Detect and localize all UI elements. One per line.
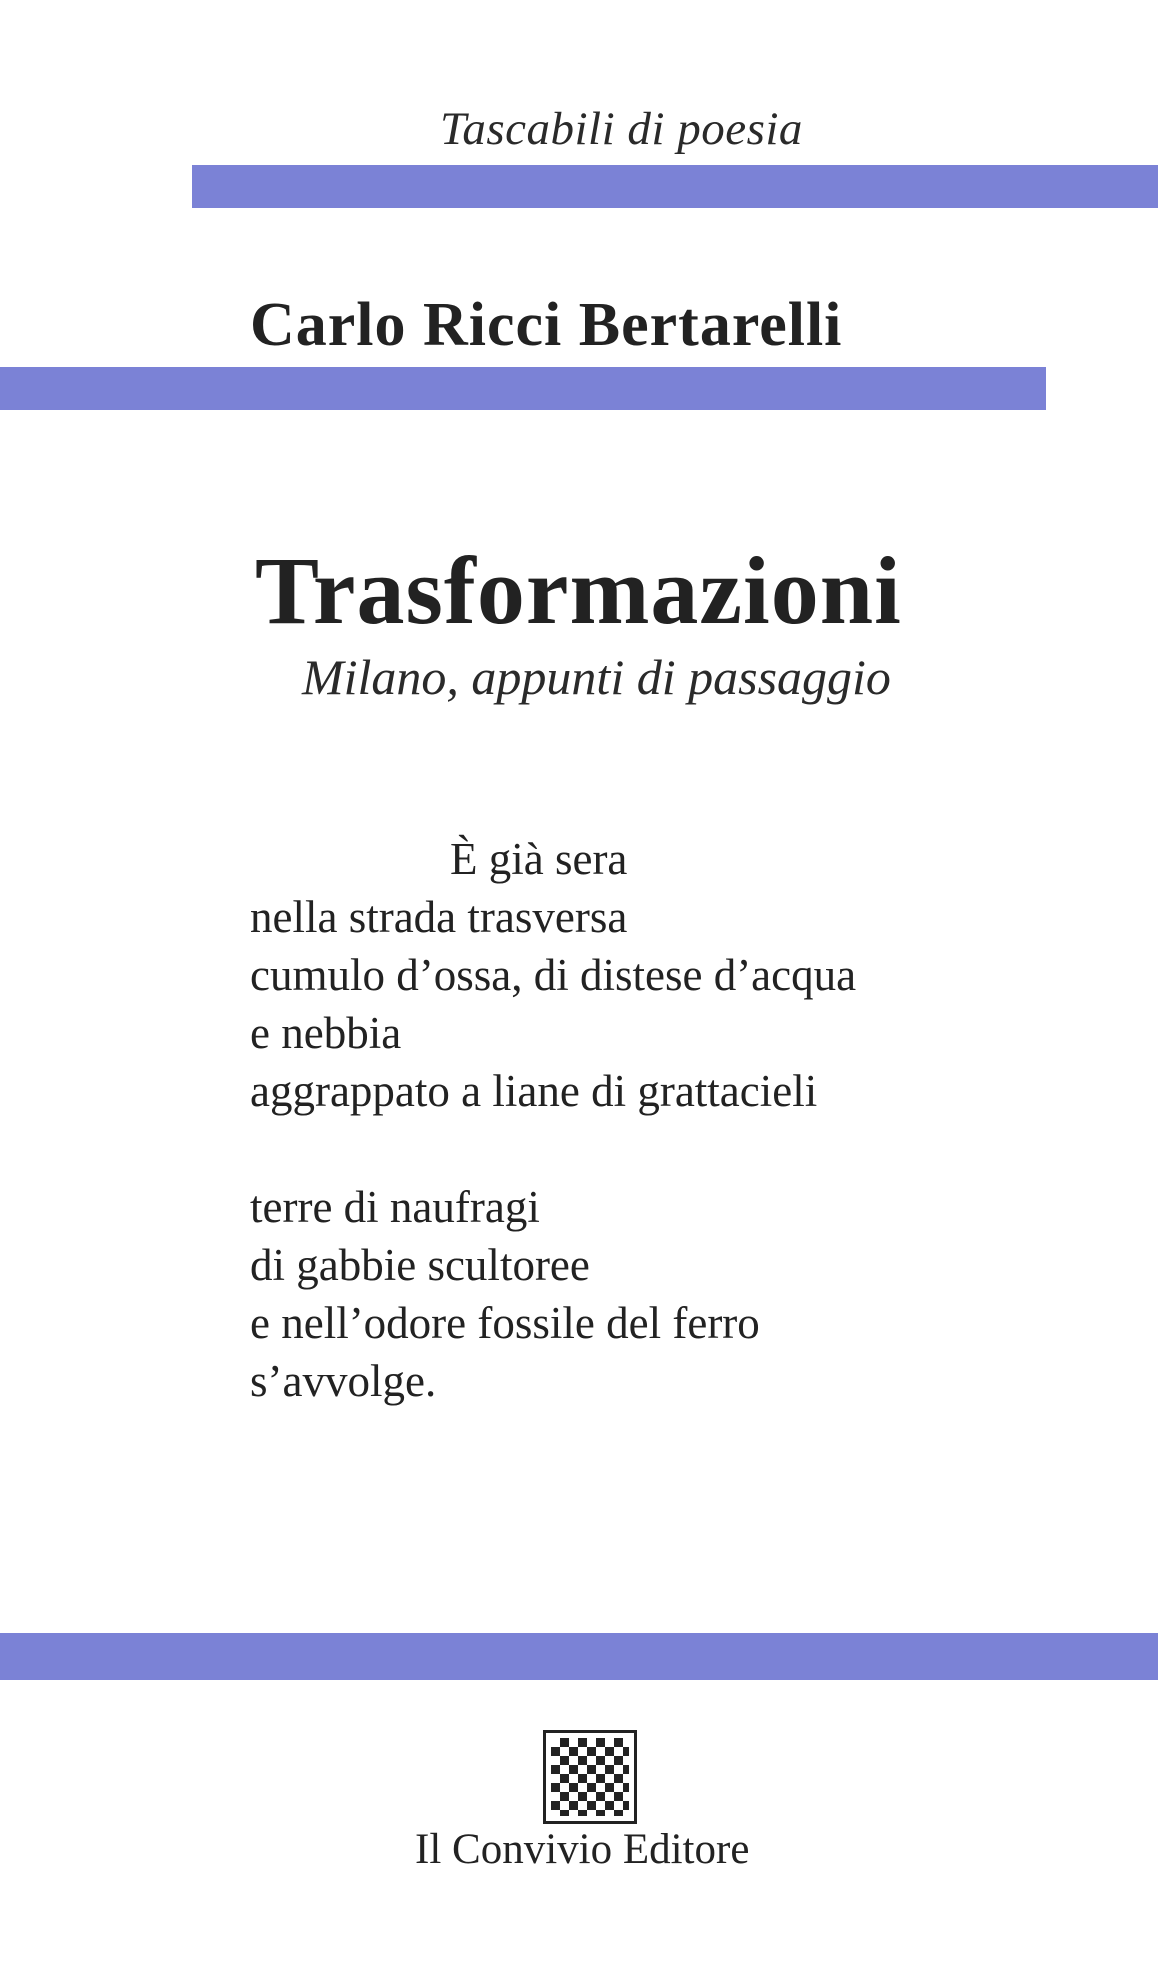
publisher-name: Il Convivio Editore	[415, 1826, 750, 1873]
stanza-break	[250, 1120, 856, 1178]
poem-line: nella strada trasversa	[250, 892, 628, 942]
poem-line: e nebbia	[250, 1008, 402, 1058]
poem-line: terre di naufragi	[250, 1182, 540, 1232]
accent-band-middle	[0, 367, 1046, 410]
poem-excerpt	[250, 830, 856, 1410]
poem-line: e nell’odore fossile del ferro	[250, 1298, 760, 1348]
checkerboard-logo-icon	[543, 1730, 637, 1824]
logo-pattern	[551, 1738, 629, 1816]
book-subtitle: Milano, appunti di passaggio	[302, 649, 891, 705]
series-name: Tascabili di poesia	[440, 103, 803, 155]
poem-line: È già sera	[450, 834, 628, 884]
book-title: Trasformazioni	[255, 537, 902, 644]
poem-line: s’avvolge.	[250, 1356, 437, 1406]
accent-band-bottom	[0, 1633, 1158, 1680]
poem-line: di gabbie scultoree	[250, 1240, 590, 1290]
poem-line: aggrappato a liane di grattacieli	[250, 1066, 818, 1116]
accent-band-top	[192, 165, 1158, 208]
poem-line: cumulo d’ossa, di distese d’acqua	[250, 950, 857, 1000]
author-name: Carlo Ricci Bertarelli	[250, 291, 843, 359]
